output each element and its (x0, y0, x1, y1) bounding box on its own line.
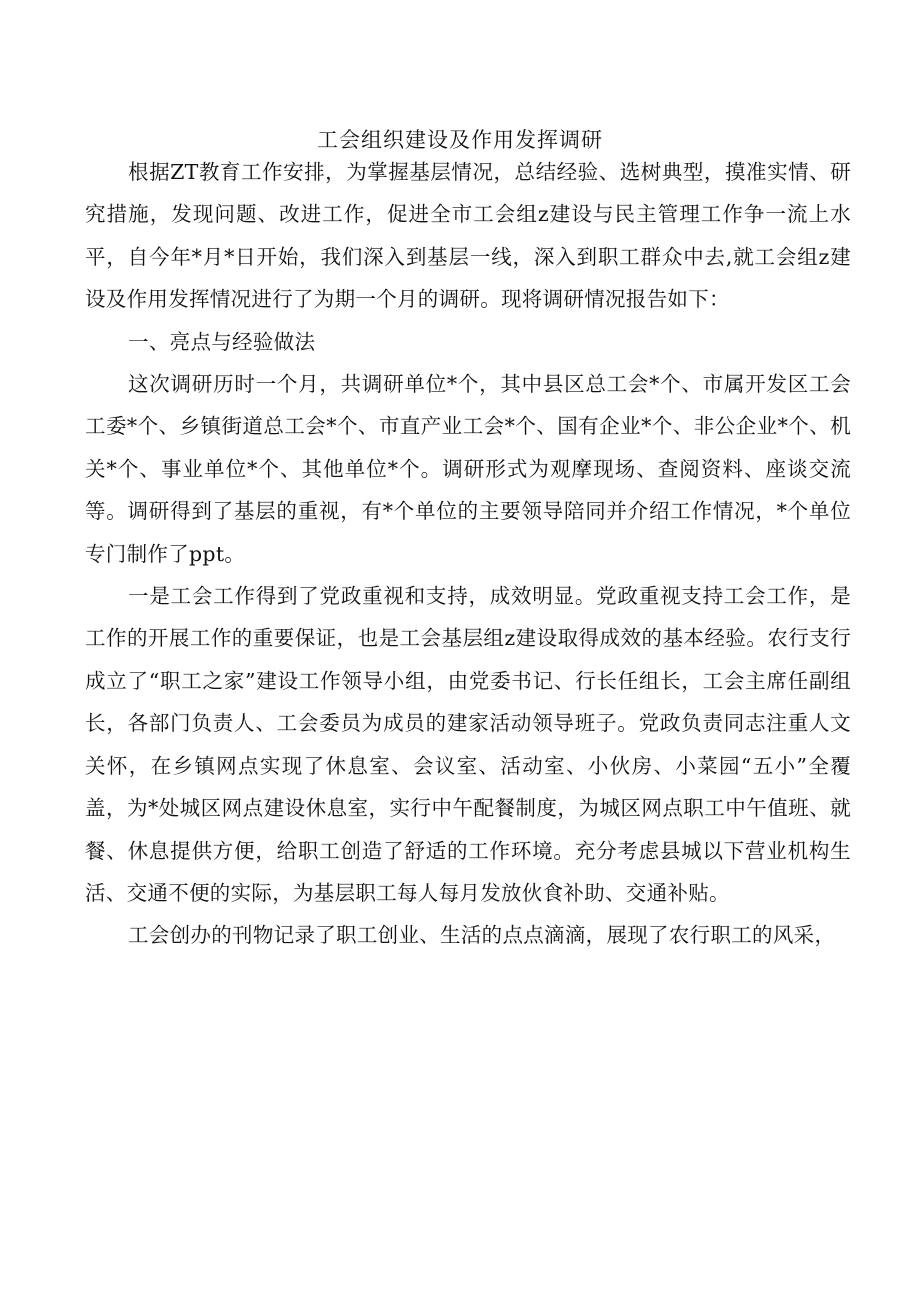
paragraph-survey-scope: 这次调研历时一个月，共调研单位*个，其中县区总工会*个、市属开发区工会工委*个、乡镇街道总工会*个、市直产业工会*个、国有企业*个、非公企业*个、机关*个、事业单位*个、其他单位*个。调研形式为观摩现场、查阅资料、座谈交流等。调研得到了基层的重视，有*个单位的主要领导陪同并介绍工作情况，*个单位专门制作了ppt。 (85, 372, 851, 566)
document-title: 工会组织建设及作用发挥调研 (317, 128, 603, 152)
paragraph-party-support: 一是工会工作得到了党政重视和支持，成效明显。党政重视支持工会工作，是工作的开展工作的重要保证，也是工会基层组z建设取得成效的基本经验。农行支行成立了“职工之家”建设工作领导小组，由党委书记、行长任组长，工会主席任副组长，各部门负责人、工会委员为成员的建家活动领导班子。党政负责同志注重人文关怀，在乡镇网点实现了休息室、会议室、活动室、小伙房、小菜园“五小”全覆盖，为*处城区网点建设休息室，实行中午配餐制度，为城区网点职工中午值班、就餐、休息提供方便，给职工创造了舒适的工作环境。充分考虑县城以下营业机构生活、交通不便的实际，为基层职工每人每月发放伙食补助、交通补贴。 (85, 584, 851, 905)
paragraph-intro: 根据ZT教育工作安排，为掌握基层情况，总结经验、选树典型，摸准实情、研究措施，发现问题、改进工作，促进全市工会组z建设与民主管理工作争一流上水平，自今年*月*日开始，我们深入到基层一线，深入到职工群众中去,就工会组z建设及作用发挥情况进行了为期一个月的调研。现将调研情况报告如下： (85, 160, 851, 312)
paragraph-publications: 工会创办的刊物记录了职工创业、生活的点点滴滴，展现了农行职工的风采， (128, 923, 836, 948)
section-heading: 一、亮点与经验做法 (128, 329, 316, 354)
document-body (85, 151, 851, 957)
